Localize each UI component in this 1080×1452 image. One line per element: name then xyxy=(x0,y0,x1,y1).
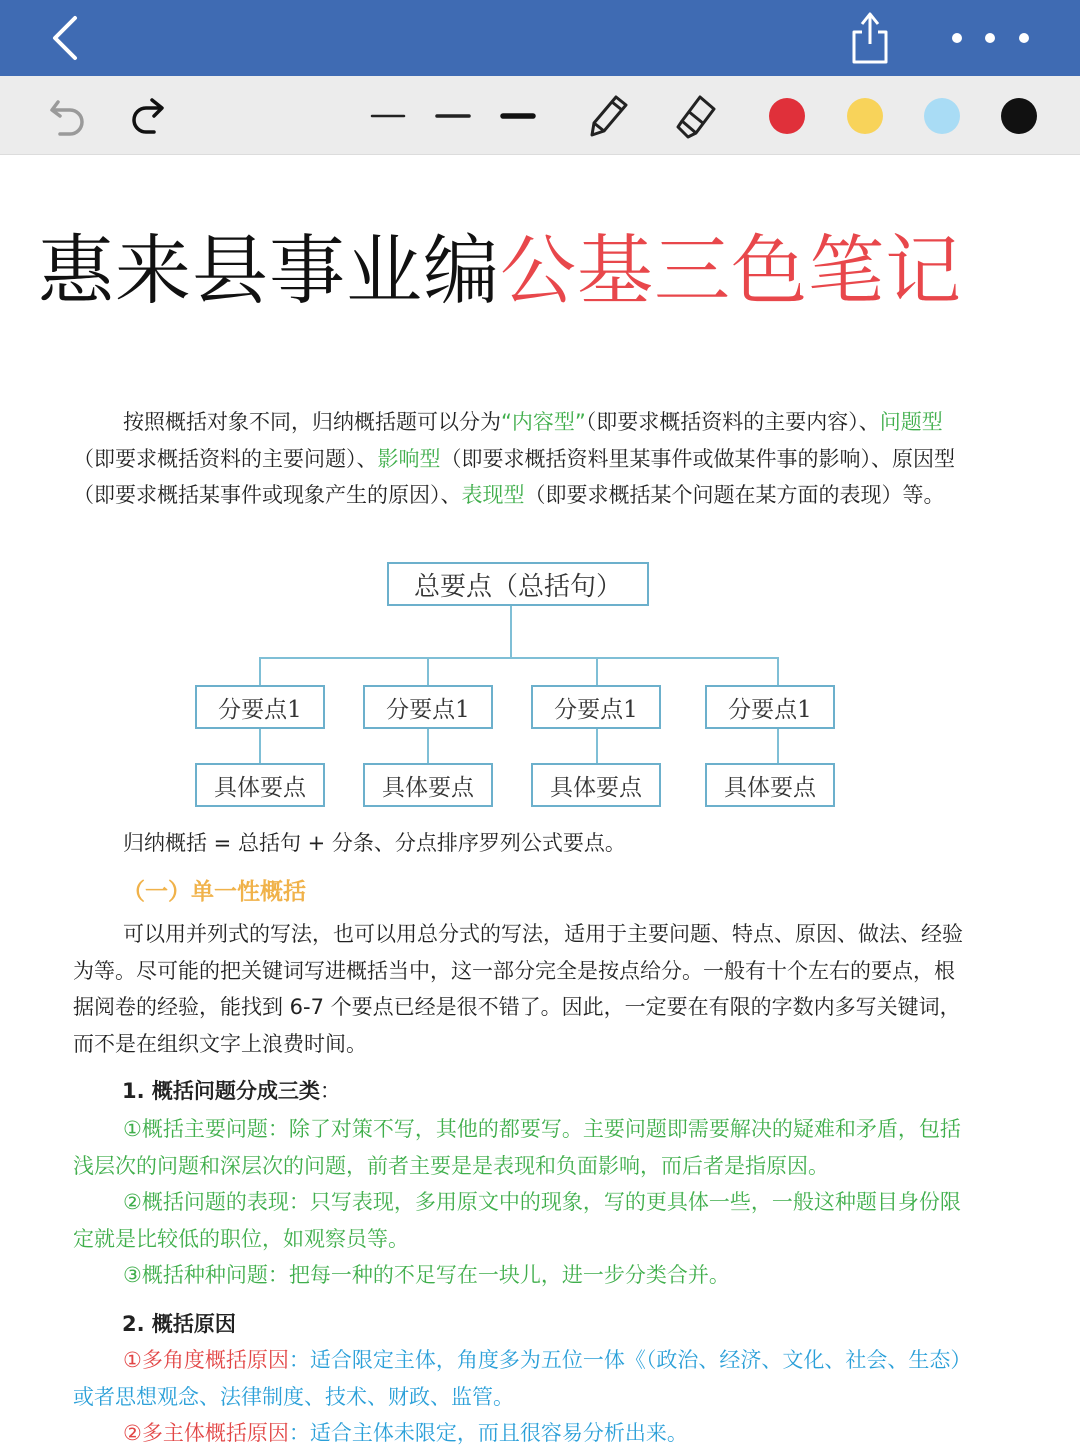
diagram-top-box: 总要点（总括句） xyxy=(387,562,649,606)
intro-paragraph xyxy=(73,404,963,514)
color-yellow-swatch[interactable] xyxy=(837,88,893,144)
sub2-item-1-label: ①多角度概括原因 xyxy=(123,1348,289,1372)
diagram-connector xyxy=(259,657,261,685)
formula-text: 归纳概括 = 总括句 + 分条、分点排序罗列公式要点。 xyxy=(123,831,626,855)
back-arrow-icon xyxy=(50,13,80,63)
thin-line-icon xyxy=(370,111,406,121)
sub2-item-2-label: ②多主体概括原因 xyxy=(123,1421,289,1445)
intro-term-content: “内容型” xyxy=(501,410,586,434)
share-button[interactable] xyxy=(845,10,895,66)
eraser-button[interactable] xyxy=(668,88,724,144)
diagram-sub-box: 分要点1 xyxy=(195,685,325,729)
more-options-button[interactable] xyxy=(935,10,1035,66)
thick-line-button[interactable] xyxy=(490,88,546,144)
color-yellow-dot xyxy=(847,98,883,134)
intro-text-3: （即要求概括资料的主要问题）、 xyxy=(73,446,378,471)
eraser-icon xyxy=(674,91,718,141)
sub1-heading-text: 1. 概括问题分成三类 xyxy=(122,1079,320,1103)
sub1-item-1: ①概括主要问题：除了对策不写，其他的都要写。主要问题即需要解决的疑难和矛盾，包括浅层次的问题和深层次的问题，前者主要是是表现和负面影响，而后者是指原因。 xyxy=(73,1117,961,1178)
sub2-item-2-text: ：适合主体未限定，而且很容易分析出来。 xyxy=(288,1421,688,1445)
sub1-item-2: ②概括问题的表现：只写表现，多用原文中的现象，写的更具体一些，一般这种题目身份限定就是比较低的职位，如观察员等。 xyxy=(73,1190,961,1251)
color-red-swatch[interactable] xyxy=(759,88,815,144)
diagram-detail-box: 具体要点 xyxy=(363,763,493,807)
color-red-dot xyxy=(769,98,805,134)
section1-paragraph: 可以用并列式的写法，也可以用总分式的写法，适用于主要问题、特点、原因、做法、经验为等。尽可能的把关键词写进概括当中，这一部分完全是按点给分。一般有十个左右的要点，根据阅卷的经验，能找到 6-7 个要点已经是很不错了。因此，一定要在有限的字数内多写关键词，而不是在组织文字上浪费时间。 xyxy=(73,922,963,1056)
diagram-connector xyxy=(427,657,429,685)
back-button[interactable] xyxy=(40,10,90,66)
share-icon xyxy=(850,10,890,66)
diagram-detail-box: 具体要点 xyxy=(705,763,835,807)
intro-term-impact: 影响型 xyxy=(377,446,441,471)
color-lightblue-dot xyxy=(924,98,960,134)
more-dots-icon xyxy=(940,28,1030,48)
redo-button[interactable] xyxy=(120,88,176,144)
sub2-item-1-text: ：适合限定主体，角度多为五位一体《（政治、经济、文化、社会、生态）或者思想观念、法律制度、技术、财政、监管。 xyxy=(73,1348,961,1409)
summary-structure-diagram xyxy=(180,555,860,815)
intro-term-problem: 问题型 xyxy=(879,410,943,434)
annotation-toolbar xyxy=(0,76,1080,155)
diagram-connector xyxy=(777,729,779,763)
diagram-connector xyxy=(427,729,429,763)
diagram-sub-box: 分要点1 xyxy=(705,685,835,729)
intro-term-manifestation: 表现型 xyxy=(461,483,525,507)
intro-text-5: （即要求概括某个问题在某方面的表现）等。 xyxy=(524,483,945,507)
sub2-item-1 xyxy=(73,1342,963,1415)
intro-text-2: （即要求概括资料的主要内容）、 xyxy=(585,410,880,434)
thin-line-button[interactable] xyxy=(360,88,416,144)
medium-line-button[interactable] xyxy=(425,88,481,144)
diagram-detail-box: 具体要点 xyxy=(531,763,661,807)
diagram-connector xyxy=(259,657,779,659)
sub1-item-3: ③概括种种问题：把每一种的不足写在一块儿，进一步分类合并。 xyxy=(123,1263,730,1287)
medium-line-icon xyxy=(435,111,471,121)
redo-icon xyxy=(128,94,168,138)
intro-text-1: 按照概括对象不同，归纳概括题可以分为 xyxy=(123,410,501,434)
diagram-connector xyxy=(510,606,512,658)
pencil-icon xyxy=(586,91,630,141)
sub2-item-2 xyxy=(73,1415,963,1452)
diagram-connector xyxy=(596,729,598,763)
diagram-connector xyxy=(777,657,779,685)
diagram-sub-box: 分要点1 xyxy=(363,685,493,729)
thick-line-icon xyxy=(500,110,536,122)
section1-heading: （一）单一性概括 xyxy=(122,879,306,905)
document-page xyxy=(0,155,1080,1445)
color-black-swatch[interactable] xyxy=(991,88,1047,144)
diagram-detail-box: 具体要点 xyxy=(195,763,325,807)
sub1-heading-colon: ： xyxy=(319,1079,341,1103)
sub2-heading: 2. 概括原因 xyxy=(122,1312,236,1336)
color-black-dot xyxy=(1001,98,1037,134)
title-black-part: 惠来县事业编 xyxy=(38,226,500,315)
app-top-bar xyxy=(0,0,1080,76)
intro-text-4: （即要求概括资料里某事件或做某件事的影响）、原因型（即要求概括某事件或现象产生的原因）、 xyxy=(73,446,955,507)
page-title xyxy=(38,225,1058,317)
undo-button[interactable] xyxy=(40,88,96,144)
undo-icon xyxy=(48,94,88,138)
diagram-connector xyxy=(596,657,598,685)
title-red-part: 公基三色笔记 xyxy=(500,226,962,315)
pencil-button[interactable] xyxy=(580,88,636,144)
diagram-connector xyxy=(259,729,261,763)
diagram-sub-box: 分要点1 xyxy=(531,685,661,729)
color-lightblue-swatch[interactable] xyxy=(914,88,970,144)
sub1-heading xyxy=(122,1073,341,1109)
